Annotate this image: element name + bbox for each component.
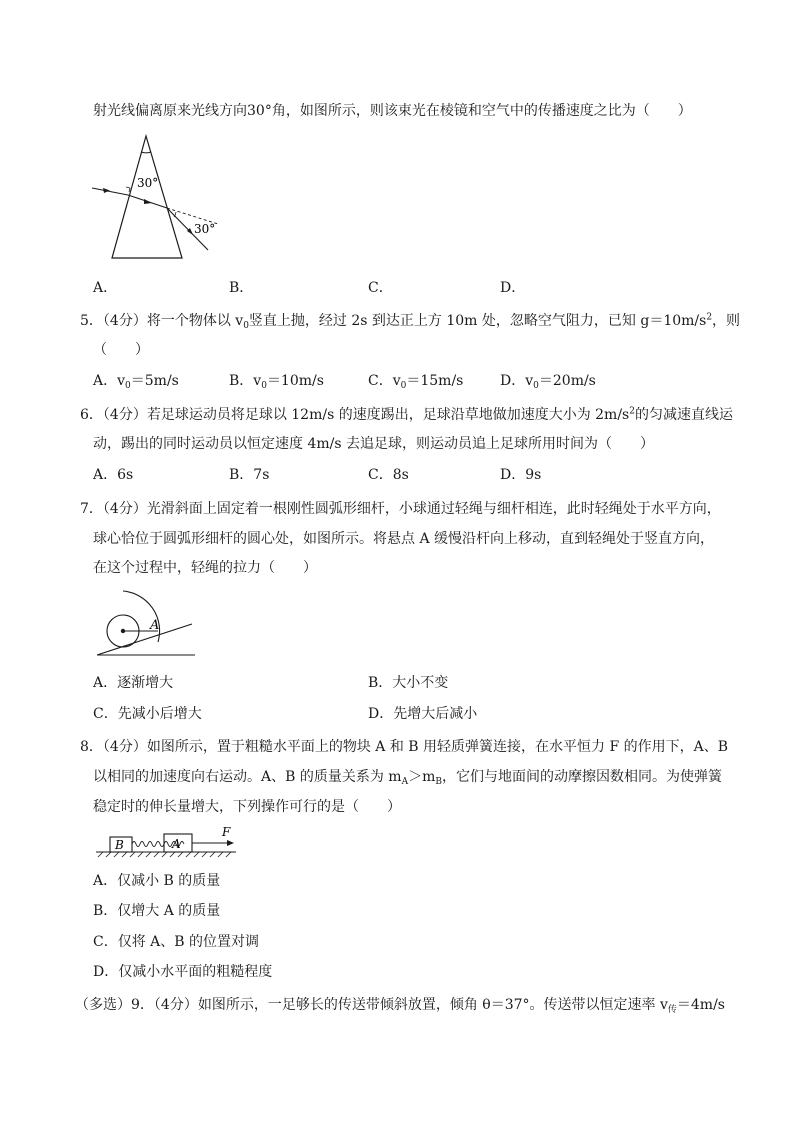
force-arrowhead	[227, 840, 234, 846]
q4-option-b[interactable]: B．	[229, 280, 254, 296]
point-a-label: A	[150, 618, 160, 633]
incline-line	[97, 624, 192, 655]
q6-text-line2: 动，踢出的同时运动员以恒定速度 4m/s 去追足球，则运动员追上足球所用时间为（ ）	[93, 436, 654, 452]
q7-text-line3: 在这个过程中，轻绳的拉力（ ）	[93, 560, 317, 576]
q5-option-a[interactable]: A．$v_0=5m/s$	[93, 373, 179, 391]
q8-text-line3: 稳定时的伸长量增大，下列操作可行的是（ ）	[93, 799, 401, 815]
q4-text: 射光线偏离原来光线方向30°角，如图所示，则该束光在棱镜和空气中的传播速度之比为（ ）	[93, 103, 692, 119]
q8-option-a[interactable]: A．仅减小 B 的质量	[93, 873, 221, 889]
q7-option-b[interactable]: B．大小不变	[368, 675, 449, 691]
q8-text-line2: 以相同的加速度向右运动。A、B 的质量关系为 $m_A>m_B$，它们与地面间的动摩擦因数相同。为使弹簧	[93, 769, 722, 787]
q7-text-line1: 7．（4分）光滑斜面上固定着一根刚性圆弧形细杆，小球通过轻绳与细杆相连，此时轻绳处于水平方向，	[80, 501, 721, 517]
q7-text-line2: 球心恰位于圆弧形细杆的圆心处，如图所示。将悬点 A 缓慢沿杆向上移动，直到轻绳处于竖直方向，	[93, 531, 715, 547]
q7-option-a[interactable]: A．逐渐增大	[93, 675, 174, 691]
arc-rod-figure	[94, 588, 198, 660]
apex-arc	[141, 152, 151, 153]
incident-ray	[92, 188, 128, 195]
q8-option-c[interactable]: C．仅将 A、B 的位置对调	[93, 934, 260, 950]
q6-text-line1: 6．（4分）若足球运动员将足球以 12m/s 的速度踢出，足球沿草地做加速度大小为 $2m/s^2$的匀减速直线运	[80, 406, 733, 423]
q7-option-c[interactable]: C．先减小后增大	[93, 706, 202, 722]
incident-arrow	[103, 188, 110, 193]
deviation-angle-label: 30°	[194, 222, 216, 236]
q6-option-c[interactable]: C．8s	[368, 467, 409, 483]
q8-text-line1: 8．（4分）如图所示，置于粗糙水平面上的物块 A 和 B 用轻质弹簧连接，在水平恒力 F 的作用下，A、B	[80, 739, 729, 755]
q6-option-a[interactable]: A．6s	[93, 467, 134, 483]
block-b-label: B	[115, 838, 124, 852]
q7-option-d[interactable]: D．先增大后减小	[368, 706, 478, 722]
spring-blocks-figure	[94, 824, 238, 860]
force-label: F	[222, 825, 231, 839]
q5-text-line2: （ ）	[93, 342, 149, 358]
prism-outline	[112, 136, 182, 258]
q5-option-c[interactable]: C．$v_0=15m/s$	[368, 373, 464, 391]
q5-option-d[interactable]: D．$v_0=20m/s$	[500, 373, 596, 391]
q8-option-b[interactable]: B．仅增大 A 的质量	[93, 903, 221, 919]
block-a-label: A	[172, 837, 181, 851]
prism-figure	[88, 132, 224, 262]
q6-option-d[interactable]: D．9s	[500, 467, 542, 483]
q4-option-a[interactable]: A．	[93, 280, 118, 296]
q4-option-d[interactable]: D．	[500, 280, 526, 296]
prism-angle-label: 30°	[137, 176, 159, 190]
q6-option-b[interactable]: B．7s	[229, 467, 270, 483]
inner-arrow	[144, 199, 152, 204]
q8-option-d[interactable]: D．仅减小水平面的粗糙程度	[93, 964, 273, 980]
q9-text-line1: （多选）9．（4分）如图所示，一足够长的传送带倾斜放置，倾角 θ＝37°。传送带以恒定速率 $v_传=4m/s$	[75, 997, 725, 1015]
ground-hatching	[98, 852, 231, 857]
q4-option-c[interactable]: C．	[368, 280, 393, 296]
q5-text-line1: 5．（4分）将一个物体以 $v_0$竖直上抛，经过 2s 到达正上方 10m 处，忽略空气阻力，已知 $g=10m/s^2$，则	[80, 312, 741, 331]
q5-option-b[interactable]: B．$v_0=10m/s$	[229, 373, 324, 391]
